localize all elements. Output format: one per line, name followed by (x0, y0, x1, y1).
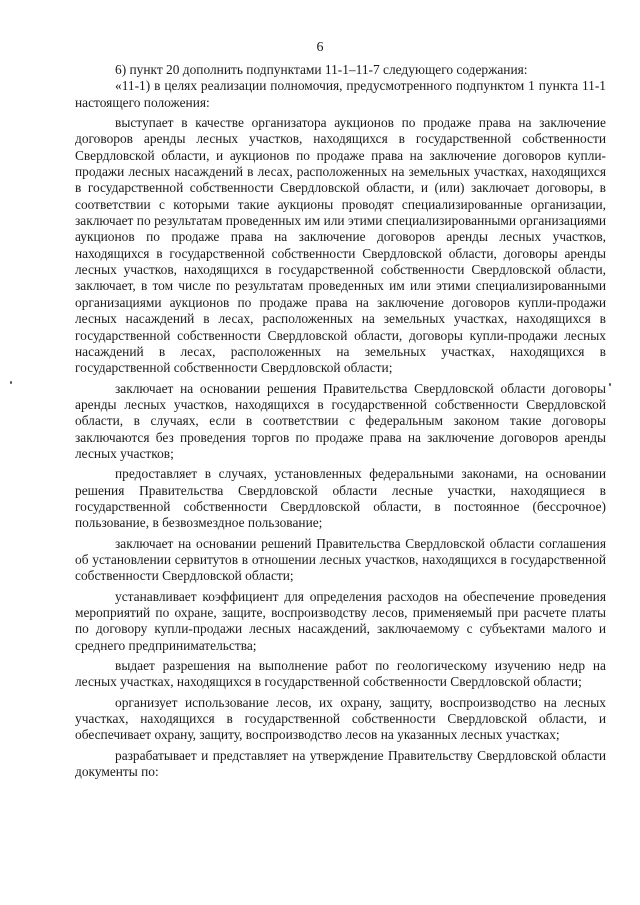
paragraph-servitude: заключает на основании решений Правительства Свердловской области соглашения об установлении сервитутов в отношении лесных участков, находящихся в государственной собственности Свердловской области; (75, 535, 606, 584)
paragraph-subclause-11-1: «11-1) в целях реализации полномочия, предусмотренного подпунктом 1 пункта 11-1 настоящего положения: (75, 78, 606, 110)
paragraph-forest-use: организует использование лесов, их охрану, защиту, воспроизводство на лесных участках, находящихся в государственной собственности Свердловской области, и обеспечивает охрану, защиту, воспроизводство лесов на указанных лесных участках; (75, 694, 606, 743)
scan-speck-left (10, 381, 12, 384)
document-body (75, 62, 606, 780)
page-number: 6 (316, 40, 324, 55)
paragraph-coefficient: устанавливает коэффициент для определения расходов на обеспечение проведения мероприятий по охране, защите, воспроизводству лесов, применяемый при расчете платы по договору купли-продажи лесных насаждений, заключаемому с субъектами малого и среднего предпринимательства; (75, 588, 606, 653)
paragraph-geology-permits: выдает разрешения на выполнение работ по геологическому изучению недр на лесных участках, находящихся в государственной собственности Свердловской области; (75, 658, 606, 690)
scan-speck-right (609, 383, 611, 386)
paragraph-amendment-intro: 6) пункт 20 дополнить подпунктами 11-1–11-7 следующего содержания: (115, 62, 528, 77)
paragraph-auction-organizer: выступает в качестве организатора аукционов по продаже права на заключение договоров аренды лесных участков, находящихся в государственной собственности Свердловской области, и аукционов по продаже права на заключение договоров купли-продажи лесных насаждений в лесах, расположенных на земельных участках, находящихся в государственной собственности Свердловской области, и (или) заключает договоры, в соответствии с которыми такие аукционы проводят специализированные организации, заключает по результатам проведенных им или этими специализированными организациями аукционов по продаже права на заключение договоров аренды лесных участков, находящихся в государственной собственности Свердловской области, договоры аренды лесных участков, находящихся в государственной собственности Свердловской области, заключает, в том числе по результатам проведенных им или этими специализированными организациями аукционов по продаже права на заключение договоров купли-продажи лесных насаждений в лесах, расположенных на земельных участках, находящихся в государственной собственности Свердловской области, договоры купли-продажи лесных насаждений в лесах, расположенных на земельных участках, находящихся в государственной собственности Свердловской области; (75, 115, 606, 376)
paragraph-documents: разрабатывает и представляет на утверждение Правительству Свердловской области документы по: (75, 747, 606, 780)
paragraph-lease-agreements: заключает на основании решения Правительства Свердловской области договоры аренды лесных участков, находящихся в государственной собственности Свердловской области, в случаях, если в соответствии с федеральным законом такие договоры заключаются без проведения торгов по продаже права на заключение договоров аренды лесных участков; (75, 380, 606, 461)
paragraph-permanent-use: предоставляет в случаях, установленных федеральными законами, на основании решения Правительства Свердловской области лесные участки, находящиеся в государственной собственности Свердловской области, в постоянное (бессрочное) пользование, в безвозмездное пользование; (75, 466, 606, 531)
